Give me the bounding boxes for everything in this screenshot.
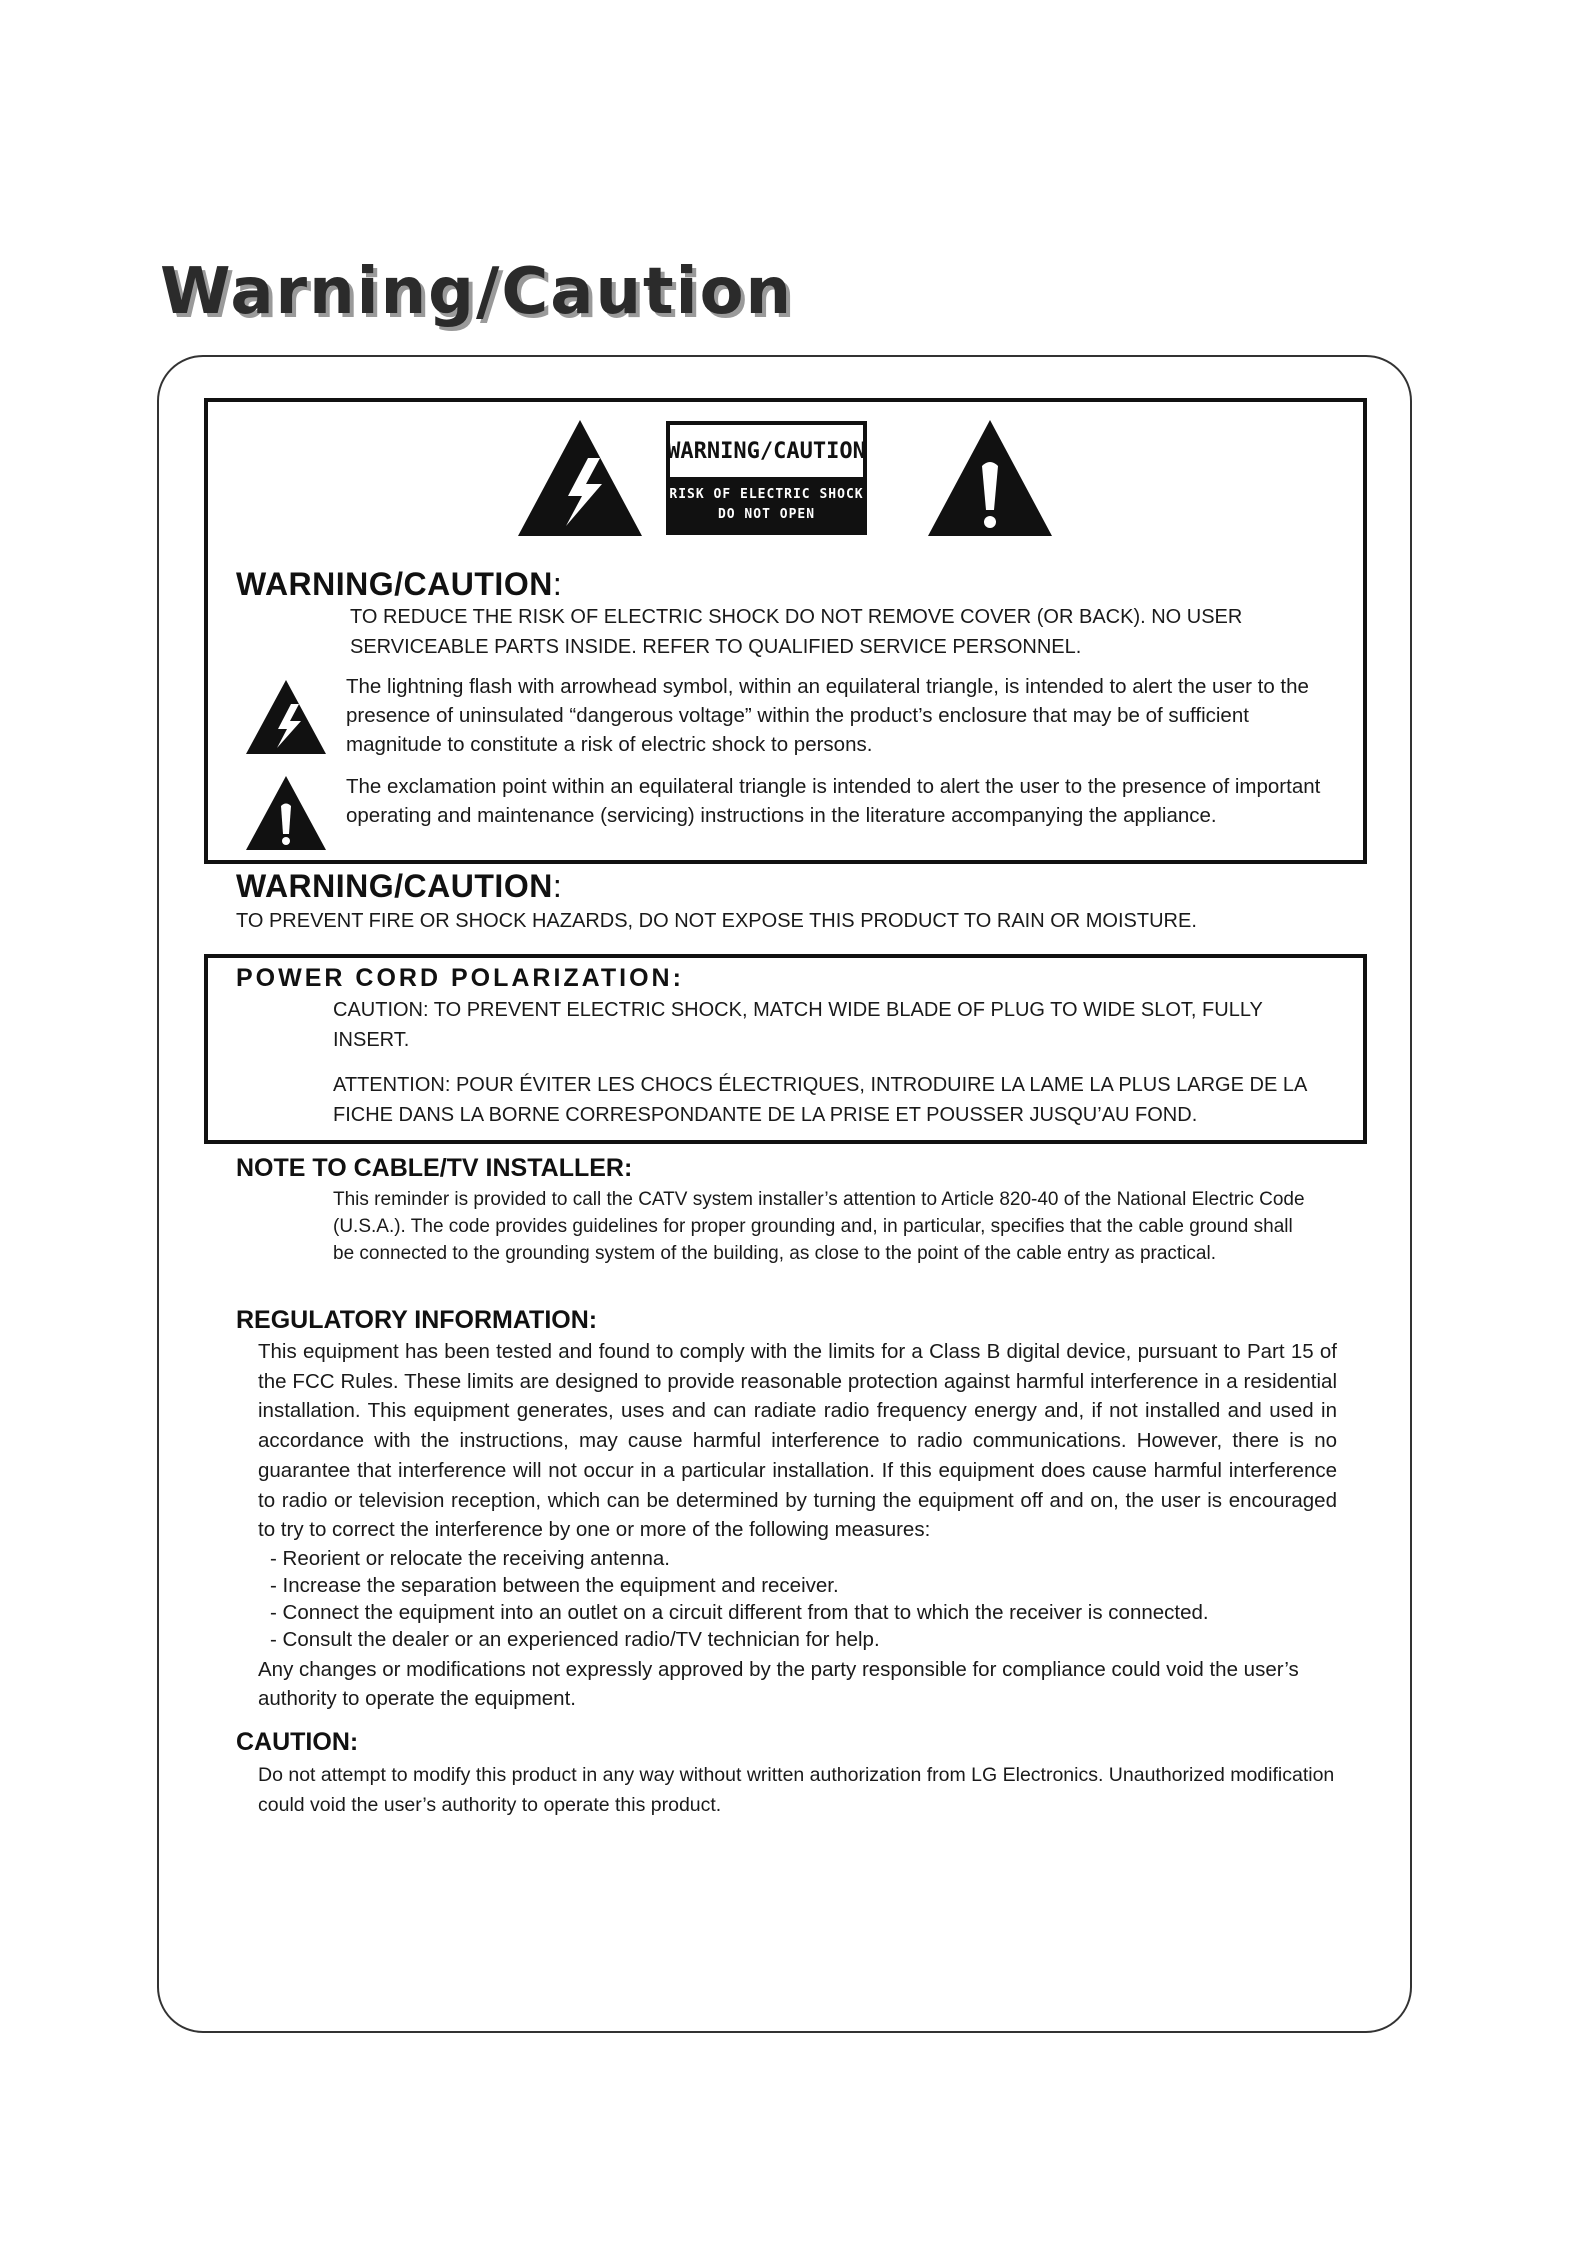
lightning-description: The lightning flash with arrowhead symbol, within an equilateral triangle, is intended to alert the user to the presence of uninsulated “dangerous voltage” within the product’s enclosure that may be of sufficient magnitude to constitute a risk of electric shock to persons. [346, 675, 1309, 756]
exclamation-triangle-small-icon [244, 774, 328, 852]
list-item: - Reorient or relocate the receiving antenna. [270, 1547, 670, 1570]
exclamation-triangle-icon [926, 418, 1054, 538]
label-box-line-1: RISK OF ELECTRIC SHOCK [669, 487, 864, 502]
warning-symbol-row [516, 418, 1056, 538]
shock-label-box [666, 421, 867, 535]
label-box-header: WARNING/CAUTION [670, 425, 863, 477]
polarization-caution-fr: ATTENTION: POUR ÉVITER LES CHOCS ÉLECTRIQUES, INTRODUIRE LA LAME LA PLUS LARGE DE LA FICHE DANS LA BORNE CORRESPONDANTE DE LA PRISE ET POUSSER JUSQU’AU FOND. [333, 1074, 1307, 1126]
fire-warning-text: TO PREVENT FIRE OR SHOCK HAZARDS, DO NOT EXPOSE THIS PRODUCT TO RAIN OR MOISTURE. [236, 910, 1197, 932]
regulatory-closing: Any changes or modifications not expressly approved by the party responsible for compliance could void the user’s authority to operate the equipment. [258, 1658, 1299, 1710]
shock-warning-heading [236, 566, 562, 603]
regulatory-text: This equipment has been tested and found to comply with the limits for a Class B digital device, pursuant to Part 15 of the FCC Rules. These limits are designed to provide reasonable protection against harmful interference in a residential installation. This equipment generates, uses and can radiate radio frequency energy and, if not installed and used in accordance with the instructions, may cause harmful interference to radio communications. However, there is no guarantee that interference will not occur in a particular installation. If this equipment does cause harmful interference to radio or television reception, which can be determined by turning the equipment off and on, the user is encouraged to try to correct the interference by one or more of the following measures: [258, 1340, 1337, 1542]
fire-heading-colon: : [552, 868, 563, 904]
regulatory-measures-list [270, 1545, 1330, 1653]
polarization-heading: POWER CORD POLARIZATION: [236, 964, 684, 992]
list-item: - Connect the equipment into an outlet on a circuit different from that to which the receiver is connected. [270, 1601, 1209, 1624]
lightning-triangle-icon [516, 418, 644, 538]
fire-warning-heading [236, 868, 562, 905]
list-item: - Consult the dealer or an experienced radio/TV technician for help. [270, 1628, 880, 1651]
label-box-line-2: DO NOT OPEN [717, 507, 816, 522]
regulatory-heading: REGULATORY INFORMATION: [236, 1306, 598, 1334]
polarization-caution-en: CAUTION: TO PREVENT ELECTRIC SHOCK, MATCH WIDE BLADE OF PLUG TO WIDE SLOT, FULLY INSERT. [333, 999, 1263, 1051]
caution-text: Do not attempt to modify this product in any way without written authorization from LG Electronics. Unauthorized modification could void the user’s authority to operate this product. [258, 1764, 1335, 1816]
shock-caps-text: TO REDUCE THE RISK OF ELECTRIC SHOCK DO NOT REMOVE COVER (OR BACK). NO USER SERVICEABLE PARTS INSIDE. REFER TO QUALIFIED SERVICE PERSONNEL. [350, 606, 1243, 658]
list-item: - Increase the separation between the equipment and receiver. [270, 1574, 839, 1597]
lightning-triangle-small-icon [244, 678, 328, 756]
fire-heading-text: WARNING/CAUTION [236, 868, 553, 904]
installer-heading: NOTE TO CABLE/TV INSTALLER: [236, 1154, 633, 1182]
caution-heading: CAUTION: [236, 1728, 359, 1756]
shock-heading-text: WARNING/CAUTION [236, 566, 553, 602]
installer-text: This reminder is provided to call the CATV system installer’s attention to Article 820-40 of the National Electric Code (U.S.A.). The code provides guidelines for proper grounding and, in particular, specifies that the cable ground shall be connected to the grounding system of the building, as close to the point of the cable entry as practical. [333, 1189, 1305, 1264]
exclamation-description: The exclamation point within an equilateral triangle is intended to alert the user to the presence of important operating and maintenance (servicing) instructions in the literature accompanying the appliance. [346, 775, 1321, 827]
page-title: Warning/Caution [160, 255, 794, 329]
shock-heading-colon: : [552, 566, 563, 602]
